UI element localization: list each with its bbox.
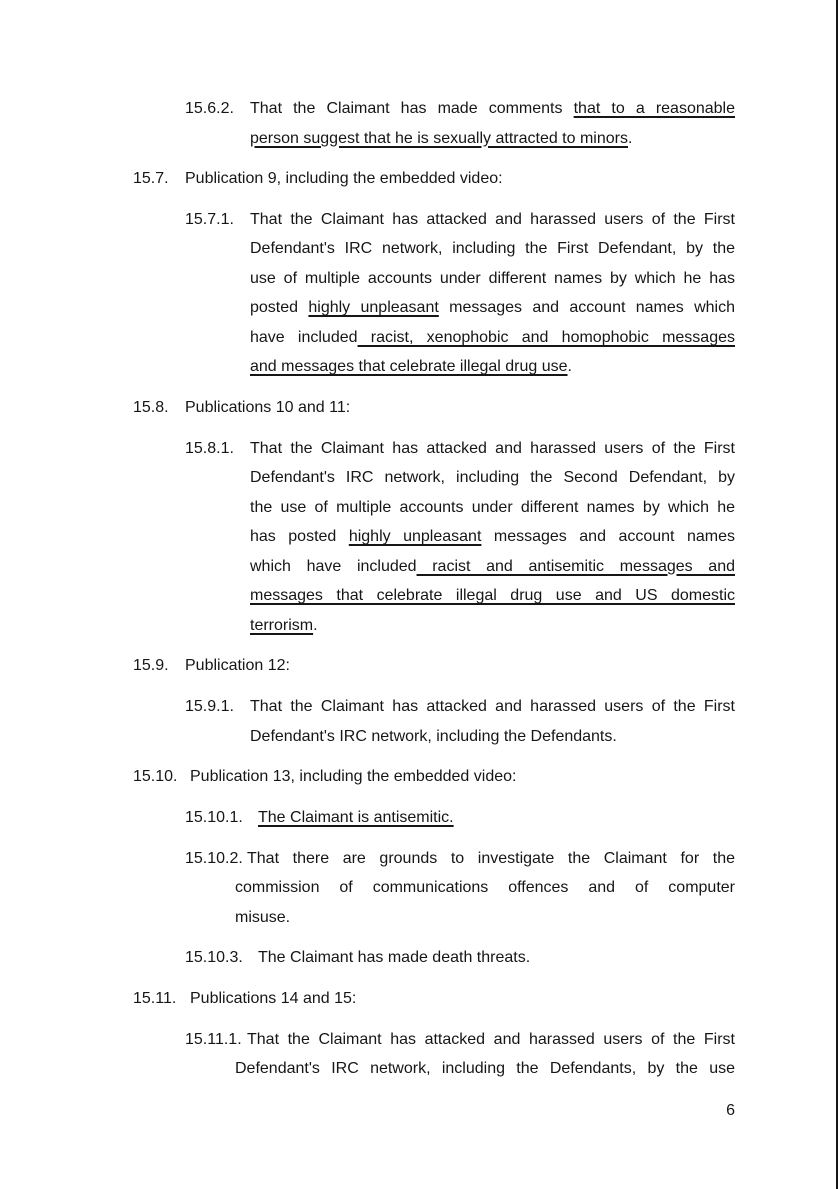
clause-number: 15.10.3. [185, 949, 243, 967]
text-segment: has posted [250, 528, 349, 546]
text-line [250, 234, 735, 264]
clause-number: 15.7. [133, 170, 169, 188]
text-line [250, 293, 735, 323]
clause-number: 15.11.1. [185, 1030, 242, 1048]
clause-number: 15.7.1. [185, 210, 234, 228]
clause-15-11 [133, 984, 735, 1014]
text-segment: . [627, 129, 633, 147]
text-line [235, 873, 735, 903]
clause-15-8 [133, 393, 735, 423]
text-segment: messages and account names which [438, 299, 736, 317]
text-line [250, 611, 735, 641]
text-line [235, 1025, 735, 1055]
clause-number: 15.10.1. [185, 809, 243, 826]
text-line [185, 164, 735, 194]
text-line [250, 692, 735, 722]
text-line [250, 493, 735, 523]
text-line [250, 323, 735, 353]
clause-number: 15.11. [133, 990, 177, 1008]
clause-number: 15.10.2. [185, 849, 243, 867]
underlined-phrase: racist and antisemitic messages and [416, 557, 736, 575]
text-segment: That the Claimant has attacked and harassed users of the First [247, 1030, 735, 1048]
text-line [190, 762, 735, 792]
text-segment: That the Claimant has made comments [250, 100, 574, 117]
clause-number: 15.9. [133, 657, 169, 675]
underlined-phrase: highly unpleasant [308, 299, 439, 317]
text-line [235, 903, 735, 933]
underlined-phrase: person suggest that he is sexually attracted to minors [250, 129, 628, 147]
text-segment: Publications 10 and 11: [185, 399, 351, 417]
text-line [250, 722, 735, 752]
text-line [258, 943, 735, 973]
document-items [133, 94, 735, 1084]
clause-15-7 [133, 164, 735, 194]
clause-number: 15.6.2. [185, 100, 234, 117]
clause-15-11-1 [185, 1025, 735, 1084]
text-segment: posted [250, 299, 309, 317]
text-line [250, 94, 735, 124]
text-segment: That the Claimant has attacked and harassed users of the First [250, 698, 735, 716]
text-line [250, 352, 735, 382]
text-line [235, 1054, 735, 1084]
clause-15-9 [133, 651, 735, 681]
clause-number: 15.10. [133, 768, 178, 786]
text-segment: . [313, 616, 318, 634]
text-line [250, 264, 735, 294]
clause-15-10-2 [185, 844, 735, 933]
text-line [250, 581, 735, 611]
text-segment: the use of multiple accounts under different names by which he [250, 498, 735, 516]
text-segment: That there are grounds to investigate the Claimant for the [247, 849, 735, 867]
text-segment: use of multiple accounts under different names by which he has [250, 269, 735, 287]
text-segment: Defendant's IRC network, including the Defendants, by the use [235, 1060, 735, 1078]
text-segment: which have included [250, 557, 417, 575]
underlined-phrase: terrorism [250, 616, 314, 634]
text-line [235, 844, 735, 874]
text-line [258, 803, 735, 833]
underlined-phrase: highly unpleasant [348, 528, 482, 546]
underlined-phrase: messages that celebrate illegal drug use and US domestic [250, 587, 735, 605]
underlined-phrase: The Claimant is antisemitic. [258, 809, 454, 826]
text-segment: Defendant's IRC network, including the Second Defendant, by [250, 469, 735, 487]
text-segment: messages and account names [481, 528, 735, 546]
clause-15-9-1 [185, 692, 735, 751]
text-segment: Publication 13, including the embedded video: [190, 768, 517, 786]
clause-15-10-3 [185, 943, 735, 973]
text-segment: Publication 12: [185, 657, 290, 675]
underlined-phrase: that to a reasonable [573, 100, 736, 117]
underlined-phrase: racist, xenophobic and homophobic messages [357, 328, 735, 346]
text-line [250, 463, 735, 493]
clause-15-10 [133, 762, 735, 792]
text-segment: Publication 9, including the embedded video: [185, 170, 503, 188]
underlined-phrase: and messages that celebrate illegal drug use [250, 358, 568, 376]
clause-15-7-1 [185, 205, 736, 382]
clause-number: 15.8.1. [185, 439, 234, 457]
clause-15-8-1 [185, 434, 736, 641]
text-segment: have included [250, 328, 358, 346]
text-segment: That the Claimant has attacked and harassed users of the First [250, 210, 735, 228]
clause-15-6-2 [185, 94, 736, 153]
text-line [250, 124, 735, 154]
page-number: 6 [726, 1102, 735, 1119]
text-segment: . [567, 358, 572, 376]
text-line [250, 552, 735, 582]
text-segment: commission of communications offences and of computer [235, 879, 735, 897]
text-segment: Defendant's IRC network, including the First Defendant, by the [250, 240, 735, 258]
text-line [250, 522, 735, 552]
text-line [185, 651, 735, 681]
text-segment: Publications 14 and 15: [190, 990, 357, 1008]
text-line [250, 434, 735, 464]
text-line [190, 984, 735, 1014]
clause-number: 15.9.1. [185, 698, 234, 716]
text-segment: misuse. [235, 908, 291, 926]
clause-number: 15.8. [133, 399, 169, 417]
text-line [185, 393, 735, 423]
text-segment: Defendant's IRC network, including the Defendants. [250, 727, 617, 745]
text-segment: That the Claimant has attacked and harassed users of the First [250, 439, 735, 457]
text-segment: The Claimant has made death threats. [258, 949, 531, 967]
clause-15-10-1 [185, 803, 735, 833]
text-line [250, 205, 735, 235]
